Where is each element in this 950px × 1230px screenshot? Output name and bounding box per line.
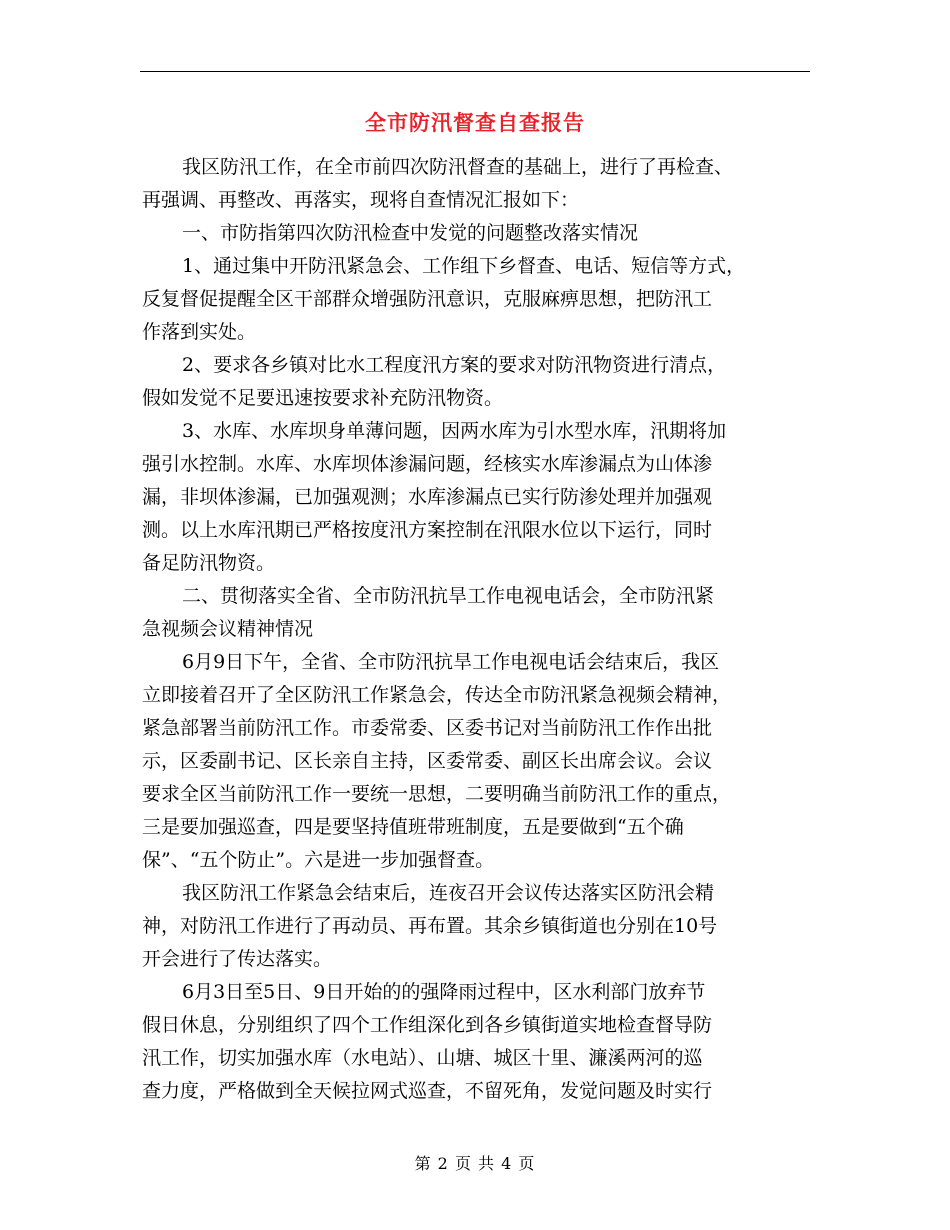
text-line: 1、通过集中开防汛紧急会、工作组下乡督查、电话、短信等方式， xyxy=(182,255,746,277)
text-line: 备足防汛物资。 xyxy=(142,552,276,574)
text-line: 反复督促提醒全区干部群众增强防汛意识，克服麻痹思想，把防汛工 xyxy=(142,288,713,310)
text-line: 立即接着召开了全区防汛工作紧急会，传达全市防汛紧急视频会精神， xyxy=(142,684,732,706)
text-line: 查力度，严格做到全天候拉网式巡查，不留死角，发觉问题及时实行 xyxy=(142,1080,713,1102)
text-line: 假日休息，分别组织了四个工作组深化到各乡镇街道实地检查督导防 xyxy=(142,1014,713,1036)
document-title: 全市防汛督查自查报告 xyxy=(365,110,585,135)
text-line: 6月3日至5日、9日开始的的强降雨过程中，区水利部门放弃节 xyxy=(182,981,706,1003)
text-line: 紧急部署当前防汛工作。市委常委、区委书记对当前防汛工作作出批 xyxy=(142,717,713,739)
text-line: 6月9日下午，全省、全市防汛抗旱工作电视电话会结束后，我区 xyxy=(182,651,720,673)
document-body xyxy=(142,151,814,1108)
section-heading-1 xyxy=(142,217,814,250)
paragraph-june-9 xyxy=(142,646,814,877)
paragraph-item-1 xyxy=(142,250,814,349)
text-line: 2、要求各乡镇对比水工程度汛方案的要求对防汛物资进行清点， xyxy=(182,354,727,376)
text-line: 作落到实处。 xyxy=(142,321,257,343)
text-line: 二、贯彻落实全省、全市防汛抗旱工作电视电话会，全市防汛紧 xyxy=(182,585,715,607)
header-rule xyxy=(140,71,810,72)
text-line: 神，对防汛工作进行了再动员、再布置。其余乡镇街道也分别在10号 xyxy=(142,915,718,937)
text-line: 再强调、再整改、再落实，现将自查情况汇报如下： xyxy=(142,189,580,211)
text-line: 保”、“五个防止”。六是进一步加强督查。 xyxy=(142,849,495,871)
paragraph-item-3 xyxy=(142,415,814,580)
text-line: 测。以上水库汛期已严格按度汛方案控制在汛限水位以下运行，同时 xyxy=(142,519,713,541)
paragraph-item-2 xyxy=(142,349,814,415)
paragraph-followup-meeting xyxy=(142,877,814,976)
text-line: 我区防汛工作，在全市前四次防汛督查的基础上，进行了再检查、 xyxy=(182,156,734,178)
text-line: 示，区委副书记、区长亲自主持，区委常委、副区长出席会议。会议 xyxy=(142,750,713,772)
text-line: 我区防汛工作紧急会结束后，连夜召开会议传达落实区防汛会精 xyxy=(182,882,715,904)
text-line: 3、水库、水库坝身单薄问题，因两水库为引水型水库，汛期将加 xyxy=(182,420,727,442)
text-line: 开会进行了传达落实。 xyxy=(142,948,333,970)
text-line: 强引水控制。水库、水库坝体渗漏问题，经核实水库渗漏点为山体渗 xyxy=(142,453,713,475)
text-line: 汛工作，切实加强水库（水电站）、山塘、城区十里、濂溪两河的巡 xyxy=(142,1047,703,1069)
section-heading-2 xyxy=(142,580,814,646)
page-number: 第 2 页 共 4 页 xyxy=(414,1154,536,1173)
text-line: 急视频会议精神情况 xyxy=(142,618,314,640)
paragraph-rainfall-inspection xyxy=(142,976,814,1108)
text-line: 一、市防指第四次防汛检查中发觉的问题整改落实情况 xyxy=(182,222,639,244)
text-line: 要求全区当前防汛工作一要统一思想，二要明确当前防汛工作的重点， xyxy=(142,783,732,805)
paragraph-intro xyxy=(142,151,814,217)
text-line: 三是要加强巡查，四是要坚持值班带班制度，五是要做到“五个确 xyxy=(142,816,684,838)
text-line: 漏，非坝体渗漏，已加强观测；水库渗漏点已实行防渗处理并加强观 xyxy=(142,486,713,508)
text-line: 假如发觉不足要迅速按要求补充防汛物资。 xyxy=(142,387,504,409)
